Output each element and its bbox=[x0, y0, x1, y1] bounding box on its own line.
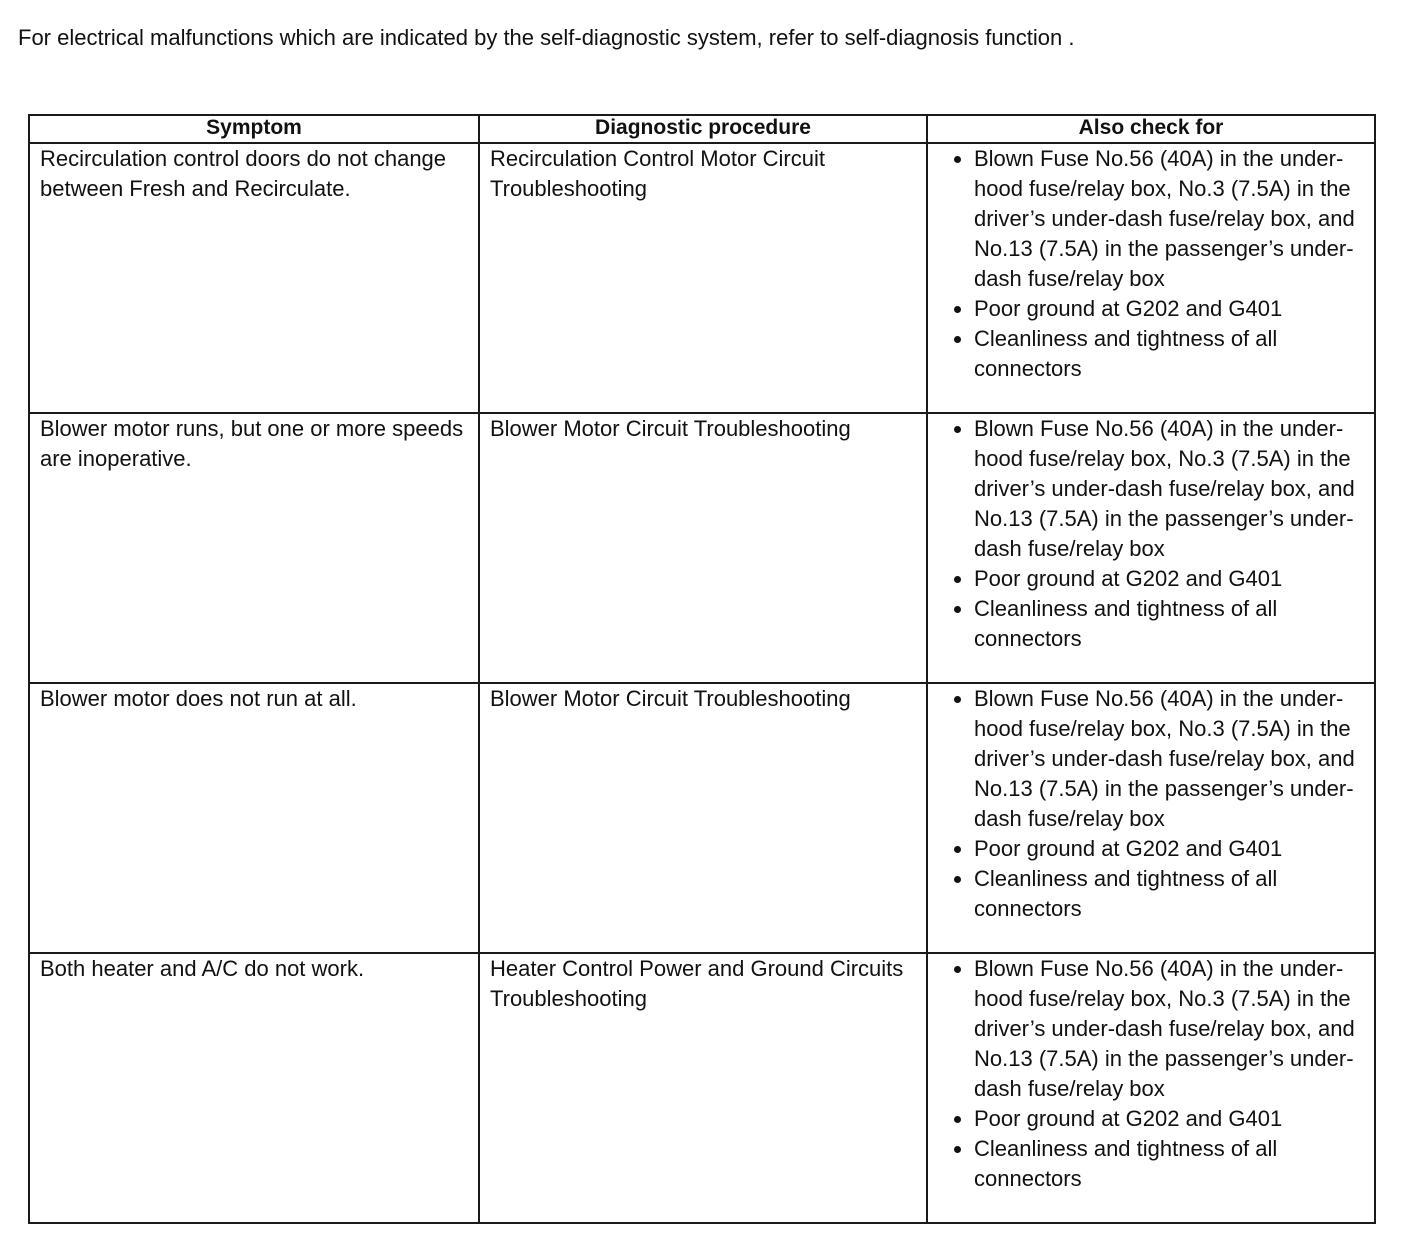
header-symptom: Symptom bbox=[29, 115, 479, 143]
check-item: • Poor ground at G202 and G401 bbox=[974, 1104, 1368, 1134]
procedure-cell: Blower Motor Circuit Troubleshooting bbox=[479, 413, 927, 683]
header-diagnostic-procedure: Diagnostic procedure bbox=[479, 115, 927, 143]
check-item: • Cleanliness and tightness of all connectors bbox=[974, 324, 1368, 384]
procedure-cell: Heater Control Power and Ground Circuits Troubleshooting bbox=[479, 953, 927, 1223]
also-check-cell bbox=[927, 143, 1375, 413]
also-check-cell bbox=[927, 953, 1375, 1223]
check-item: • Blown Fuse No.56 (40A) in the under-hood fuse/relay box, No.3 (7.5A) in the driver’s under-dash fuse/relay box, and No.13 (7.5A) in the passenger’s under-dash fuse/relay box bbox=[974, 414, 1368, 564]
procedure-cell: Blower Motor Circuit Troubleshooting bbox=[479, 683, 927, 953]
table-row bbox=[29, 953, 1375, 1223]
check-list bbox=[938, 684, 1368, 924]
symptom-cell: Both heater and A/C do not work. bbox=[29, 953, 479, 1223]
intro-text: For electrical malfunctions which are indicated by the self-diagnostic system, refer to self-diagnosis function . bbox=[18, 25, 1075, 50]
table-row bbox=[29, 143, 1375, 413]
symptom-cell: Recirculation control doors do not change between Fresh and Recirculate. bbox=[29, 143, 479, 413]
troubleshooting-table bbox=[28, 114, 1376, 1224]
check-item: • Blown Fuse No.56 (40A) in the under-hood fuse/relay box, No.3 (7.5A) in the driver’s under-dash fuse/relay box, and No.13 (7.5A) in the passenger’s under-dash fuse/relay box bbox=[974, 684, 1368, 834]
table-row bbox=[29, 413, 1375, 683]
symptom-cell: Blower motor runs, but one or more speeds are inoperative. bbox=[29, 413, 479, 683]
check-list bbox=[938, 144, 1368, 384]
check-item: • Blown Fuse No.56 (40A) in the under-hood fuse/relay box, No.3 (7.5A) in the driver’s under-dash fuse/relay box, and No.13 (7.5A) in the passenger’s under-dash fuse/relay box bbox=[974, 954, 1368, 1104]
header-also-check-for: Also check for bbox=[927, 115, 1375, 143]
check-item: • Cleanliness and tightness of all connectors bbox=[974, 864, 1368, 924]
check-item: • Poor ground at G202 and G401 bbox=[974, 564, 1368, 594]
check-list bbox=[938, 954, 1368, 1194]
check-item: • Poor ground at G202 and G401 bbox=[974, 834, 1368, 864]
table-row bbox=[29, 683, 1375, 953]
also-check-cell bbox=[927, 683, 1375, 953]
check-item: • Cleanliness and tightness of all connectors bbox=[974, 1134, 1368, 1194]
check-item: • Blown Fuse No.56 (40A) in the under-hood fuse/relay box, No.3 (7.5A) in the driver’s under-dash fuse/relay box, and No.13 (7.5A) in the passenger’s under-dash fuse/relay box bbox=[974, 144, 1368, 294]
also-check-cell bbox=[927, 413, 1375, 683]
check-item: • Poor ground at G202 and G401 bbox=[974, 294, 1368, 324]
check-list bbox=[938, 414, 1368, 654]
table-header-row bbox=[29, 115, 1375, 143]
procedure-cell: Recirculation Control Motor Circuit Troubleshooting bbox=[479, 143, 927, 413]
symptom-cell: Blower motor does not run at all. bbox=[29, 683, 479, 953]
check-item: • Cleanliness and tightness of all connectors bbox=[974, 594, 1368, 654]
